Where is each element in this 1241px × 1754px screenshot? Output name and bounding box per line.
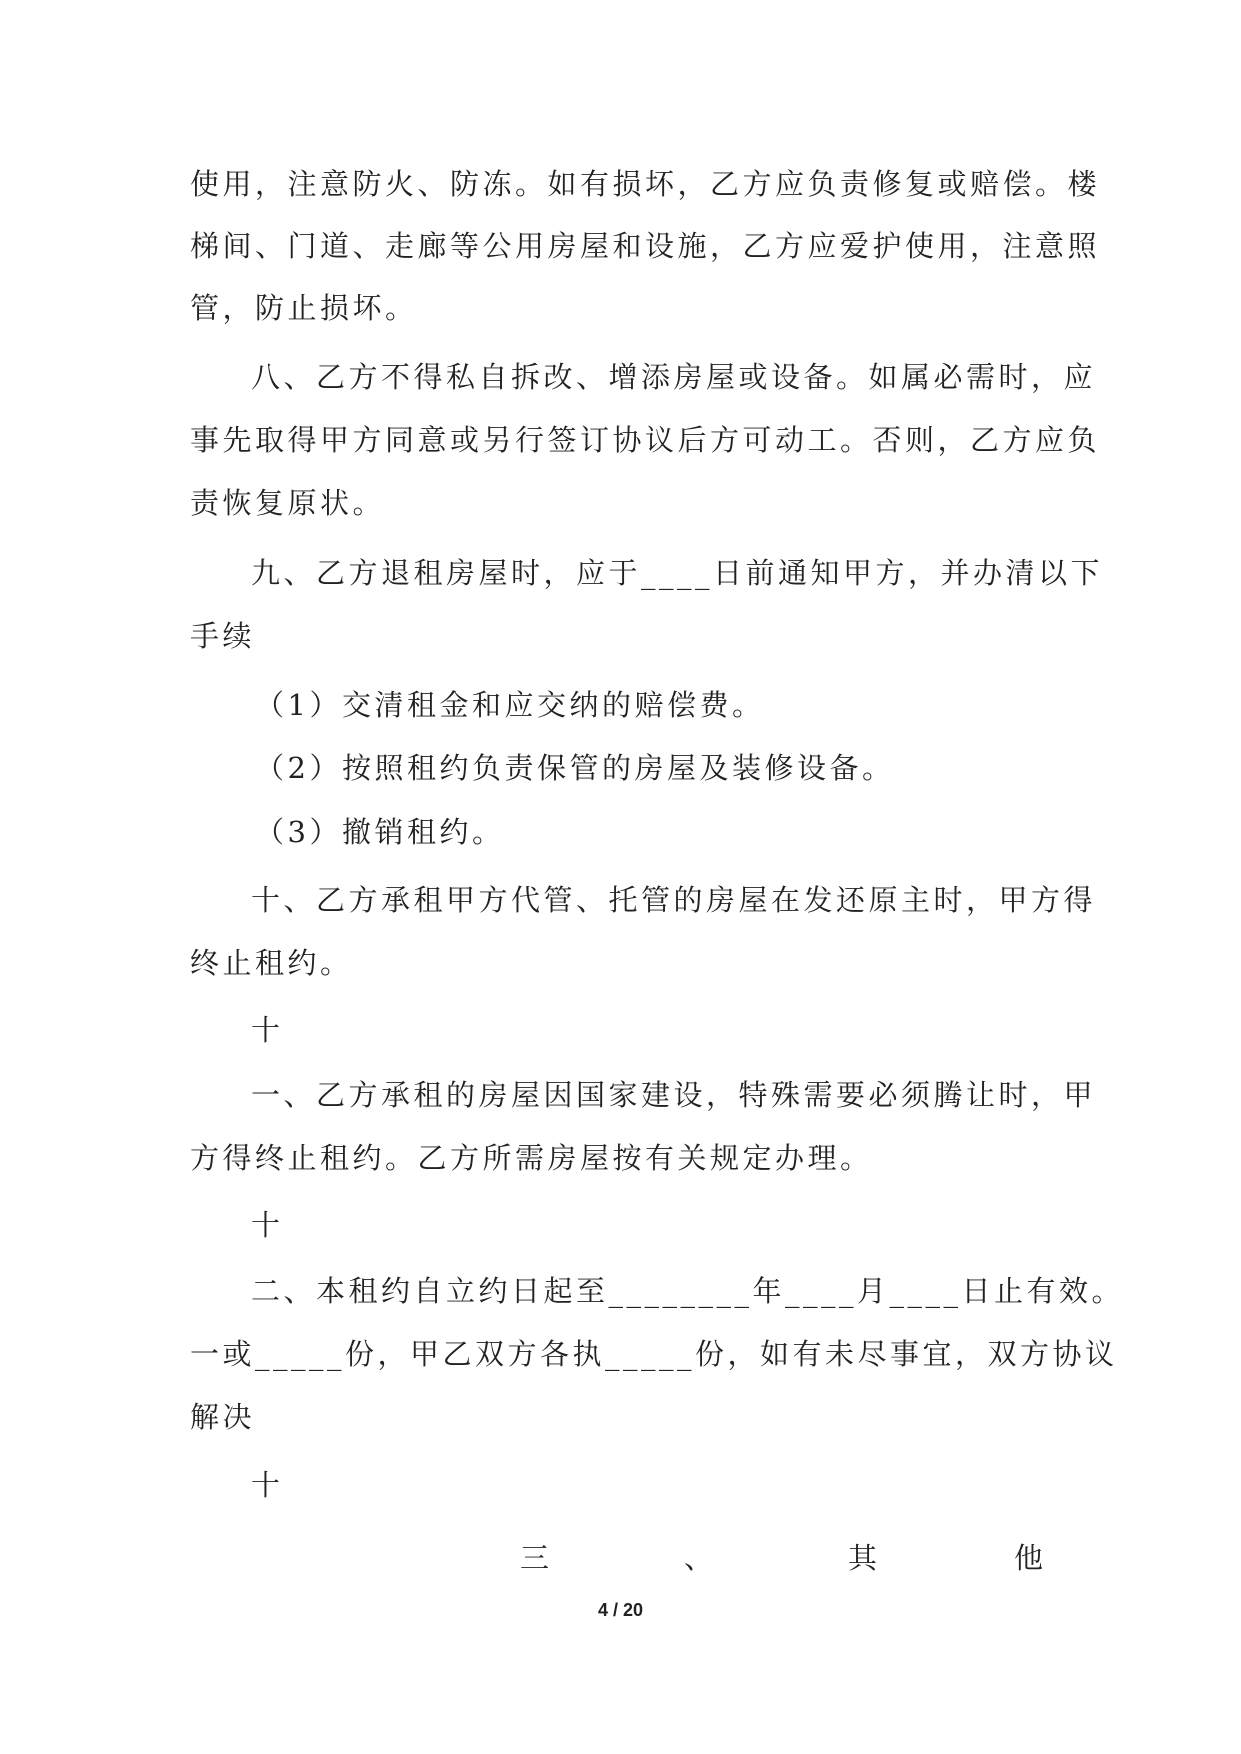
body-line: 方得终止租约。乙方所需房屋按有关规定办理。 xyxy=(190,1141,873,1175)
body-line: 手续 xyxy=(190,619,256,653)
spread-char: 其 xyxy=(848,1541,878,1575)
body-line: 解决 xyxy=(190,1400,256,1434)
justified-last-line xyxy=(0,1538,1241,1578)
body-line: 一或_____份，甲乙双方各执_____份，如有未尽事宜，双方协议 xyxy=(190,1337,1118,1371)
body-line: 事先取得甲方同意或另行签订协议后方可动工。否则，乙方应负 xyxy=(190,423,1101,457)
spread-char: 他 xyxy=(1014,1541,1044,1575)
paragraph-nine-start: 九、乙方退租房屋时，应于____日前通知甲方，并办清以下 xyxy=(251,556,1104,590)
list-item: （3）撤销租约。 xyxy=(255,815,505,849)
body-line: 责恢复原状。 xyxy=(190,486,386,520)
paragraph-twelve-start: 二、本租约自立约日起至________年____月____日止有效。 xyxy=(251,1274,1125,1308)
paragraph-eleven-start: 一、乙方承租的房屋因国家建设，特殊需要必须腾让时，甲 xyxy=(251,1078,1097,1112)
spread-char: 、 xyxy=(684,1541,714,1575)
section-number-fragment: 十 xyxy=(251,1208,284,1242)
list-item: （2）按照租约负责保管的房屋及装修设备。 xyxy=(255,751,895,785)
section-number-fragment: 十 xyxy=(251,1468,284,1502)
paragraph-eight-start: 八、乙方不得私自拆改、增添房屋或设备。如属必需时，应 xyxy=(251,360,1097,394)
list-item: （1）交清租金和应交纳的赔偿费。 xyxy=(255,688,765,722)
body-line: 梯间、门道、走廊等公用房屋和设施，乙方应爱护使用，注意照 xyxy=(190,229,1101,263)
spread-char: 三 xyxy=(520,1541,550,1575)
paragraph-ten-start: 十、乙方承租甲方代管、托管的房屋在发还原主时，甲方得 xyxy=(251,883,1097,917)
section-number-fragment: 十 xyxy=(251,1013,284,1047)
body-line: 使用，注意防火、防冻。如有损坏，乙方应负责修复或赔偿。楼 xyxy=(190,167,1101,201)
body-line: 管，防止损坏。 xyxy=(190,291,418,325)
body-line: 终止租约。 xyxy=(190,946,353,980)
page-number: 4 / 20 xyxy=(597,1600,644,1620)
